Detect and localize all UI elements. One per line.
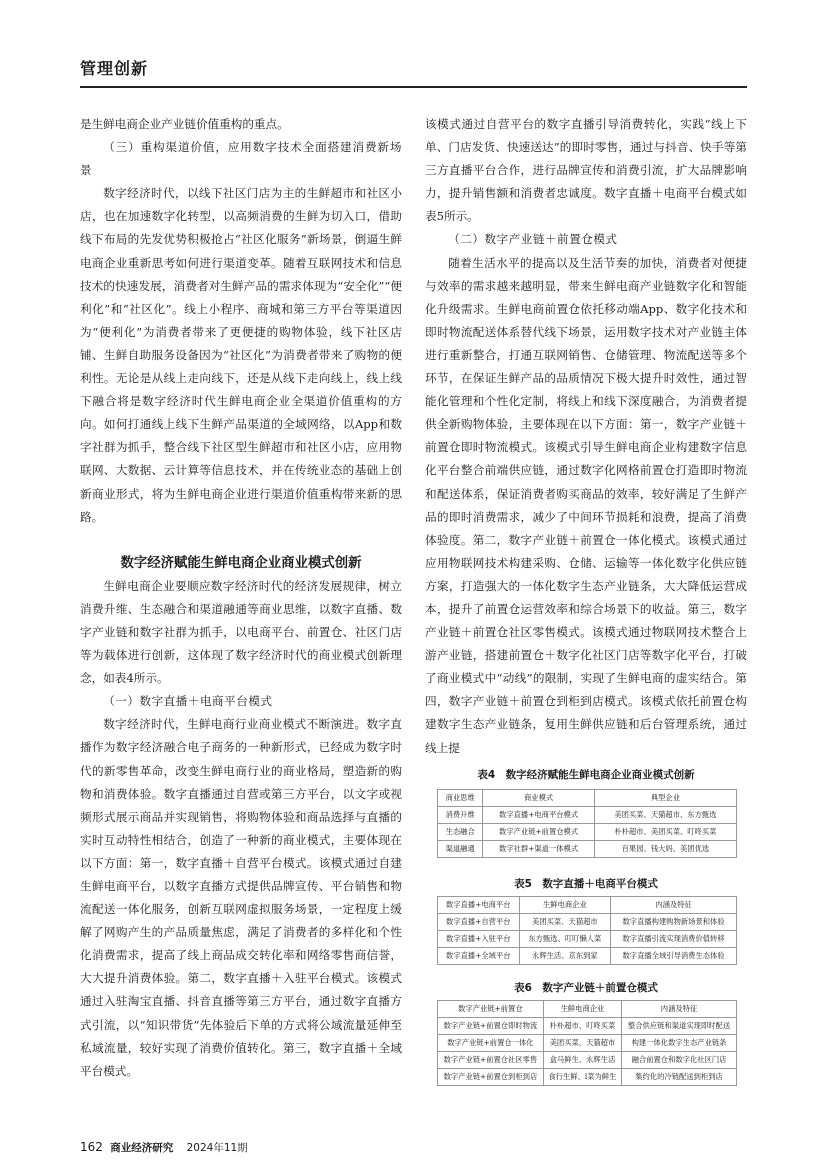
table-cell: 东方甄选、叮叮懒人菜 bbox=[519, 931, 611, 948]
table-cell: 集约化的冷链配送到柜到店 bbox=[622, 1069, 737, 1086]
paragraph: 生鲜电商企业要顺应数字经济时代的经济发展规律，树立消费升维、生态融合和渠道融通等商业思维，以数字直播、数字产业链和数字社群为抓手，以电商平台、前置仓、社区门店等为载体进行创新，这体现了数字经济时代的商业模式创新理念，如表4所示。 bbox=[80, 578, 402, 686]
table-6 bbox=[437, 1000, 737, 1086]
issue-label: 2024年11期 bbox=[186, 1142, 248, 1154]
table-row bbox=[438, 914, 737, 931]
table-header-cell: 数字直播+电商平台 bbox=[438, 897, 520, 914]
table-row bbox=[438, 824, 737, 841]
paragraph: 数字经济时代，以线下社区门店为主的生鲜超市和社区小店，也在加速数字化转型，以高频消费的生鲜为切入口，借助线下布局的先发优势积极抢占“社区化服务”新场景，倒逼生鲜电商企业重新思考如何进行渠道变革。随着互联网技术和信息技术的快速发展，消费者对生鲜产品的需求体现为“安全化”“便利化”和“社区化”。线上小程序、商城和第三方平台等渠道因为“便利化”为消费者带来了更便捷的购物体验，线下社区店铺、生鲜自助服务设备因为“社区化”为消费者带来了购物的便利性。无论是从线上走向线下，还是从线下走向线上，线上线下融合将是数字经济时代生鲜电商企业全渠道价值重构的方向。如何打通线上线下生鲜产品渠道的全域网络，以App和数字社群为抓手，整合线下社区型生鲜超市和社区小店，应用物联网、大数据、云计算等信息技术，并在传统业态的基础上创新商业形式，将为生鲜电商企业进行渠道价值重构带来新的思路。 bbox=[80, 186, 402, 524]
table-cell: 美团买菜、天猫超市 bbox=[519, 914, 611, 931]
table-cell: 数字直播引流实现消费价值转移 bbox=[611, 931, 737, 948]
table-row bbox=[438, 948, 737, 965]
table-cell: 数字产业链+前置仓到柜到店 bbox=[438, 1069, 544, 1086]
table-row bbox=[438, 1069, 737, 1086]
right-column bbox=[425, 113, 747, 760]
journal-name: 商业经济研究 bbox=[110, 1142, 174, 1154]
table-cell: 食行生鲜、l菜为鲜生 bbox=[543, 1069, 621, 1086]
table-6-caption: 表6 数字产业链＋前置仓模式 bbox=[514, 982, 658, 994]
table-4-caption: 表4 数字经济赋能生鲜电商企业商业模式创新 bbox=[477, 769, 695, 781]
paragraph: 是生鲜电商企业产业链价值重构的重点。 bbox=[80, 117, 289, 131]
table-row bbox=[438, 807, 737, 824]
table-cell: 朴朴超市、叮咚买菜 bbox=[543, 1018, 621, 1035]
table-cell: 数字社群+渠道一体模式 bbox=[483, 841, 595, 858]
table-cell: 融合前置仓和数字化社区门店 bbox=[622, 1052, 737, 1069]
header-divider bbox=[80, 86, 747, 88]
table-header-row bbox=[438, 790, 737, 807]
paragraph: 数字经济时代，生鲜电商行业商业模式不断演进。数字直播作为数字经济融合电子商务的一种新形式，已经成为数字时代的新零售革命，改变生鲜电商行业的商业格局，塑造新的购物和消费体验。数字直播通过自营或第三方平台，以文字或视频形式展示商品并实现销售，将购物体验和商品选择与直播的实时互动特性相结合，创造了一种新的商业模式，主要体现在以下方面：第一，数字直播＋自营平台模式。该模式通过自建生鲜电商平台，以数字直播方式提供品牌宣传、平台销售和物流配送一体化服务，创新互联网虚拟服务场景，一定程度上缓解了网购产生的产品质量焦虑，满足了消费者的多样化和个性化消费需求，提高了线上商品成交转化率和网络零售商信誉，大大提升消费体验。第二，数字直播＋入驻平台模式。该模式通过入驻淘宝直播、抖音直播等第三方平台，通过数字直播方式引流，以“知识带货”先体验后下单的方式将公域流量延伸至私域流量，较好实现了消费价值转化。第三，数字直播＋全域平台模式。 bbox=[80, 717, 402, 1078]
table-row bbox=[438, 1052, 737, 1069]
table-header-row bbox=[438, 897, 737, 914]
table-cell: 永辉生活、京东到家 bbox=[519, 948, 611, 965]
table-row bbox=[438, 841, 737, 858]
table-cell: 数字产业链+前置仓一体化 bbox=[438, 1035, 544, 1052]
table-cell: 生态融合 bbox=[438, 824, 483, 841]
table-4 bbox=[437, 789, 737, 858]
table-header-cell: 商业模式 bbox=[483, 790, 595, 807]
paragraph: 该模式通过自营平台的数字直播引导消费转化，实践“线上下单、门店发货、快速送达”的即时零售，通过与抖音、快手等第三方直播平台合作，进行品牌宣传和消费引流，扩大品牌影响力，提升销售额和消费者忠诚度。数字直播＋电商平台模式如表5所示。 bbox=[425, 117, 747, 224]
table-cell: 朴朴超市、美团买菜、叮咚买菜 bbox=[594, 824, 736, 841]
table-cell: 盒马鲜生、永辉生活 bbox=[543, 1052, 621, 1069]
left-column bbox=[80, 113, 402, 1083]
table-cell: 数字产业链+前置仓即时物流 bbox=[438, 1018, 544, 1035]
table-header-cell: 商业思维 bbox=[438, 790, 483, 807]
table-cell: 构建一体化数字生态产业链条 bbox=[622, 1035, 737, 1052]
section-title: 管理创新 bbox=[80, 59, 149, 78]
table-row bbox=[438, 1035, 737, 1052]
table-cell: 渠道融通 bbox=[438, 841, 483, 858]
page-footer bbox=[80, 1140, 248, 1155]
table-cell: 数字直播全域引导消费生态体验 bbox=[611, 948, 737, 965]
table-header-cell: 内涵及特征 bbox=[611, 897, 737, 914]
table-cell: 美团买菜、天猫超市、东方甄选 bbox=[594, 807, 736, 824]
table-5-caption: 表5 数字直播＋电商平台模式 bbox=[514, 878, 658, 890]
table-cell: 整合供应链和渠道实现即时配送 bbox=[622, 1018, 737, 1035]
table-cell: 数字直播+全域平台 bbox=[438, 948, 520, 965]
table-header-cell: 生鲜电商企业 bbox=[543, 1001, 621, 1018]
table-cell: 数字产业链+前置仓模式 bbox=[483, 824, 595, 841]
table-row bbox=[438, 1018, 737, 1035]
table-cell: 美团买菜、天猫超市 bbox=[543, 1035, 621, 1052]
table-5 bbox=[437, 896, 737, 965]
table-cell: 百果园、钱大妈、美团优选 bbox=[594, 841, 736, 858]
section-heading: 数字经济赋能生鲜电商企业商业模式创新 bbox=[120, 555, 362, 571]
paragraph: 随着生活水平的提高以及生活节奏的加快，消费者对便捷与效率的需求越来越明显，带来生鲜电商产业链数字化和智能化升级需求。生鲜电商前置仓依托移动端App、数字化技术和即时物流配送体系替代线下场景，运用数字技术对产业链主体进行重新整合，打通互联网销售、仓储管理、物流配送等多个环节，在保证生鲜产品的品质情况下极大提升时效性，通过智能化管理和个性化定制，将线上和线下深度融合，为消费者提供全新购物体验，主要体现在以下方面：第一，数字产业链＋前置仓即时物流模式。该模式引导生鲜电商企业构建数字信息化平台整合前端供应链，通过数字化网格前置仓打造即时物流和配送体系，保证消费者购买商品的效率，较好满足了生鲜产品的即时消费需求，减少了中间环节损耗和浪费，提高了消费体验度。第二，数字产业链＋前置仓一体化模式。该模式通过应用物联网技术构建采购、仓储、运输等一体化数字化供应链方案，打造强大的一体化数字生态产业链条，大大降低运营成本，提升了前置仓运营效率和综合场景下的收益。第三，数字产业链＋前置仓社区零售模式。该模式通过物联网技术整合上游产业链，搭建前置仓＋数字化社区门店等数字化平台，打破了商业模式中“动线”的限制，实现了生鲜电商的虚实结合。第四，数字产业链＋前置仓到柜到店模式。该模式依托前置仓构建数字生态产业链条，复用生鲜供应链和后台管理系统，通过线上提 bbox=[425, 255, 747, 755]
table-row bbox=[438, 931, 737, 948]
table-cell: 数字直播+入驻平台 bbox=[438, 931, 520, 948]
table-header-cell: 内涵及特征 bbox=[622, 1001, 737, 1018]
subsection-heading: （三）重构渠道价值，应用数字技术全面搭建消费新场景 bbox=[80, 140, 402, 178]
table-header-cell: 数字产业链+前置仓 bbox=[438, 1001, 544, 1018]
page-number: 162 bbox=[80, 1140, 103, 1154]
table-cell: 数字直播+电商平台模式 bbox=[483, 807, 595, 824]
table-header-cell: 生鲜电商企业 bbox=[519, 897, 611, 914]
table-header-cell: 典型企业 bbox=[594, 790, 736, 807]
table-header-row bbox=[438, 1001, 737, 1018]
table-cell: 消费升维 bbox=[438, 807, 483, 824]
subsection-heading: （一）数字直播＋电商平台模式 bbox=[103, 694, 273, 709]
subsection-heading: （二）数字产业链＋前置仓模式 bbox=[448, 232, 618, 247]
table-cell: 数字直播+自营平台 bbox=[438, 914, 520, 931]
table-cell: 数字产业链+前置仓社区零售 bbox=[438, 1052, 544, 1069]
table-cell: 数字直播构建购物新场景和体验 bbox=[611, 914, 737, 931]
